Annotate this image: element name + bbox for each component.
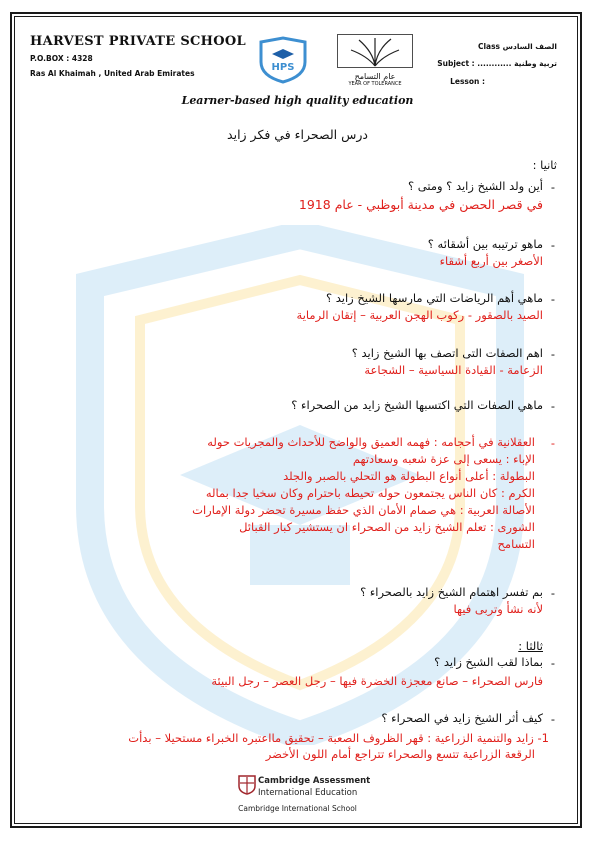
class-line: Class الصف السادس	[477, 42, 557, 51]
question-2: ماهو ترتيبه بين أشقائه ؟	[427, 237, 543, 251]
answer-impact-line1: 1- زايد والتنمية الزراعية : قهر الظروف الصعبة – تحقيق مااعتبره الخبراء مستحيلا – بدأت	[128, 731, 549, 745]
bullet-dash: -	[550, 656, 555, 670]
palm-frond-icon	[337, 34, 413, 68]
lesson-title: درس الصحراء في فكر زايد	[227, 127, 368, 142]
question-1: أين ولد الشيخ زايد ؟ ومتى ؟	[408, 179, 543, 193]
bullet-dash: -	[550, 586, 555, 600]
school-tagline: Learner-based high quality education	[181, 94, 414, 107]
bullet-dash: -	[550, 712, 555, 726]
tolerance-arabic: عام التسامح	[354, 72, 396, 81]
lesson-line: Lesson :	[450, 77, 485, 86]
question-titles: بماذا لقب الشيخ زايد ؟	[434, 655, 543, 669]
subject-line: Subject : ............ تربية وطنية	[437, 59, 557, 68]
section-three-heading: ثالثا :	[518, 639, 543, 653]
hps-logo-text: HPS	[271, 62, 295, 73]
year-of-tolerance-logo	[337, 34, 413, 87]
school-address: Ras Al Khaimah , United Arab Emirates	[30, 69, 195, 78]
question-5: ماهي الصفات التي اكتسبها الشيخ زايد من الصحراء ؟	[291, 398, 543, 412]
tolerance-english: YEAR OF TOLERANCE	[348, 81, 402, 87]
question-impact: كيف أثر الشيخ زايد في الصحراء ؟	[381, 711, 543, 725]
bullet-dash: -	[550, 292, 555, 306]
bullet-dash: -	[550, 347, 555, 361]
answer-2: الأصغر بين أربع أشقاء	[439, 254, 543, 268]
bullet-dash: -	[550, 399, 555, 413]
cambridge-shield-icon	[238, 775, 256, 795]
trait-consultation: الشورى : تعلم الشيخ زايد من الصحراء ان يستشير كبار القبائل	[239, 520, 535, 534]
trait-pride: الإباء : يسعى إلى عزة شعبه وسعادتهم	[352, 452, 535, 466]
question-3: ماهي أهم الرياضات التي مارسها الشيخ زايد ؟	[325, 291, 543, 305]
trait-generosity: الكرم : كان الناس يجتمعون حوله تحيطه باحترام وكان سخيا جدا بماله	[205, 486, 535, 500]
answer-titles: فارس الصحراء – صانع معجزة الخضرة فيها – رجل العصر – رجل البيئة	[211, 674, 543, 688]
answer-impact-line2: الرقعة الزراعية تتسع والصحراء تتراجع أمام اللون الأخضر	[265, 747, 535, 761]
trait-arab-authenticity: الأصالة العربية : هي صمام الأمان الذي حفظ مسيرة تحضر دولة الإمارات	[192, 503, 535, 517]
hps-shield-logo	[255, 36, 311, 84]
school-pobox: P.O.BOX : 4328	[30, 54, 93, 63]
footer-school-line: Cambridge International School	[238, 804, 357, 813]
trait-tolerance: التسامح	[497, 537, 535, 551]
question-4: اهم الصفات التى اتصف بها الشيخ زايد ؟	[351, 346, 543, 360]
bullet-dash: -	[550, 436, 555, 450]
question-interest: بم تفسر اهتمام الشيخ زايد بالصحراء ؟	[360, 585, 543, 599]
section-two-heading: ثانيا :	[532, 158, 557, 172]
bullet-dash: -	[550, 238, 555, 252]
footer-cambridge-line1: Cambridge Assessment	[258, 776, 371, 786]
trait-rationality: العقلانية في أحجامه : فهمه العميق والواضح للأحداث والمجريات حوله	[207, 435, 535, 449]
trait-heroism: البطولة : أعلى أنواع البطولة هو التحلي بالصبر والجلد	[283, 469, 535, 483]
answer-1: في قصر الحصن في مدينة أبوظبي - عام 1918	[298, 197, 543, 212]
footer-cambridge-line2: International Education	[258, 788, 358, 798]
bullet-dash: -	[550, 180, 555, 194]
school-name: HARVEST PRIVATE SCHOOL	[30, 34, 246, 49]
answer-interest: لأنه نشأ وتربى فيها	[453, 602, 543, 616]
answer-3: الصيد بالصقور - ركوب الهجن العربية – إتقان الرماية	[296, 308, 543, 322]
answer-4: الزعامة - القيادة السياسية – الشجاعة	[364, 363, 543, 377]
